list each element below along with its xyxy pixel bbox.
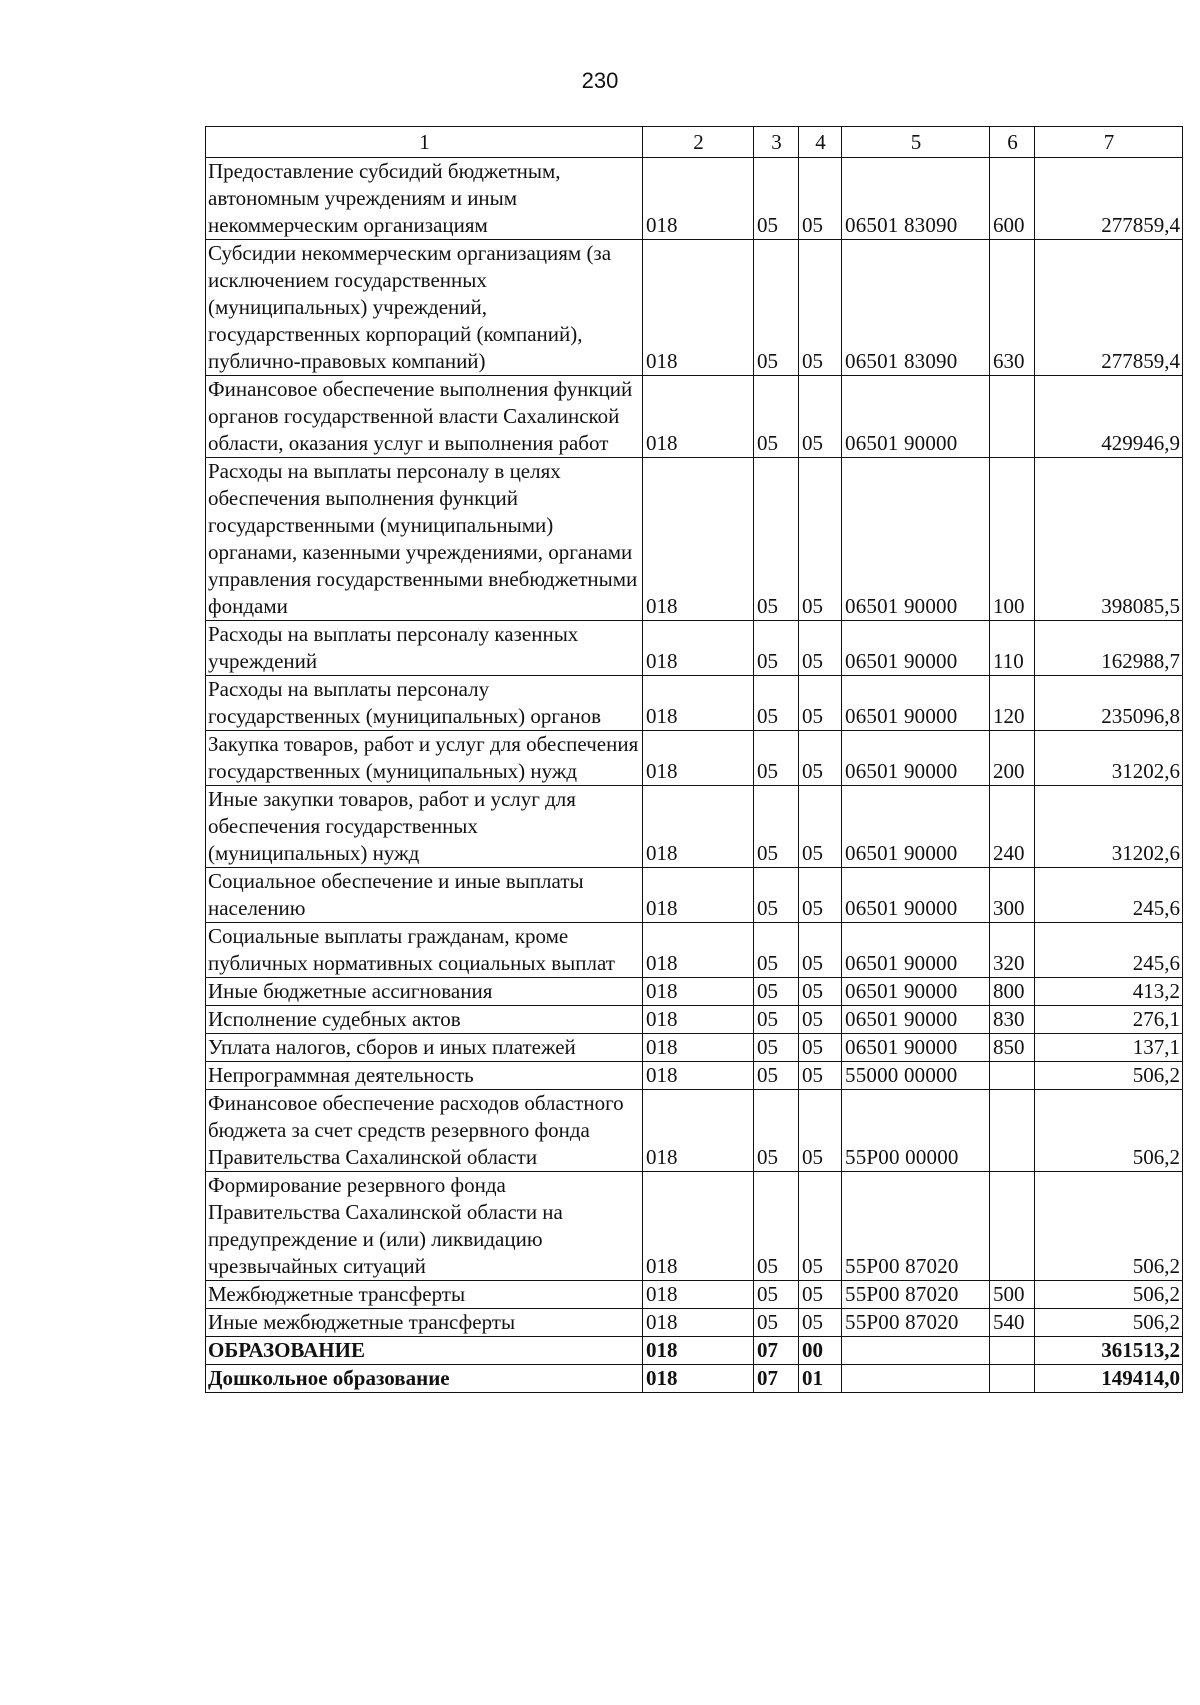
row-amount-cell: 413,2 xyxy=(1035,978,1183,1006)
row-name-cell: Социальные выплаты гражданам, кроме публичных нормативных социальных выплат xyxy=(206,923,643,978)
table-row xyxy=(206,1172,1183,1281)
row-ministry-code-cell: 018 xyxy=(643,786,754,868)
row-expense-type-cell: 110 xyxy=(990,621,1035,676)
row-subsection-code-cell: 00 xyxy=(799,1337,842,1365)
row-name-cell: Дошкольное образование xyxy=(206,1365,643,1393)
row-subsection-code-cell: 05 xyxy=(799,1006,842,1034)
row-ministry-code-cell: 018 xyxy=(643,1006,754,1034)
row-amount-cell: 149414,0 xyxy=(1035,1365,1183,1393)
row-amount-cell: 245,6 xyxy=(1035,868,1183,923)
row-amount-cell: 137,1 xyxy=(1035,1034,1183,1062)
row-name-cell: Иные бюджетные ассигнования xyxy=(206,978,643,1006)
row-expense-type-cell xyxy=(990,1062,1035,1090)
row-target-article-cell: 06501 83090 xyxy=(842,240,990,376)
row-ministry-code-cell: 018 xyxy=(643,1062,754,1090)
row-section-code-cell: 05 xyxy=(754,240,799,376)
row-amount-cell: 235096,8 xyxy=(1035,676,1183,731)
row-target-article-cell: 55000 00000 xyxy=(842,1062,990,1090)
row-section-code-cell: 05 xyxy=(754,376,799,458)
row-amount-cell: 31202,6 xyxy=(1035,786,1183,868)
row-target-article-cell: 55Р00 87020 xyxy=(842,1281,990,1309)
row-name-cell: Иные межбюджетные трансферты xyxy=(206,1309,643,1337)
row-expense-type-cell xyxy=(990,1172,1035,1281)
table-row xyxy=(206,1034,1183,1062)
row-ministry-code-cell: 018 xyxy=(643,1309,754,1337)
row-section-code-cell: 05 xyxy=(754,978,799,1006)
row-name-cell: Формирование резервного фонда Правительства Сахалинской области на предупреждение и (или) ликвидацию чрезвычайных ситуаций xyxy=(206,1172,643,1281)
row-name-cell: Социальное обеспечение и иные выплаты населению xyxy=(206,868,643,923)
row-target-article-cell xyxy=(842,1365,990,1393)
row-name-cell: Предоставление субсидий бюджетным, автономным учреждениям и иным некоммерческим организациям xyxy=(206,158,643,240)
table-row xyxy=(206,923,1183,978)
row-expense-type-cell xyxy=(990,1090,1035,1172)
table-row xyxy=(206,458,1183,621)
row-expense-type-cell xyxy=(990,1365,1035,1393)
row-section-code-cell: 07 xyxy=(754,1365,799,1393)
row-name-cell: Иные закупки товаров, работ и услуг для обеспечения государственных (муниципальных) нужд xyxy=(206,786,643,868)
row-expense-type-cell: 630 xyxy=(990,240,1035,376)
row-name-cell: Финансовое обеспечение расходов областного бюджета за счет средств резервного фонда Правительства Сахалинской области xyxy=(206,1090,643,1172)
row-expense-type-cell: 850 xyxy=(990,1034,1035,1062)
row-amount-cell: 429946,9 xyxy=(1035,376,1183,458)
row-section-code-cell: 05 xyxy=(754,1062,799,1090)
row-expense-type-cell: 600 xyxy=(990,158,1035,240)
header-col-6: 6 xyxy=(990,127,1035,158)
row-subsection-code-cell: 05 xyxy=(799,1172,842,1281)
row-amount-cell: 361513,2 xyxy=(1035,1337,1183,1365)
row-amount-cell: 277859,4 xyxy=(1035,158,1183,240)
table-row xyxy=(206,1006,1183,1034)
row-name-cell: Межбюджетные трансферты xyxy=(206,1281,643,1309)
row-target-article-cell xyxy=(842,1337,990,1365)
row-name-cell: Уплата налогов, сборов и иных платежей xyxy=(206,1034,643,1062)
row-amount-cell: 162988,7 xyxy=(1035,621,1183,676)
table-row xyxy=(206,621,1183,676)
row-ministry-code-cell: 018 xyxy=(643,240,754,376)
row-amount-cell: 506,2 xyxy=(1035,1309,1183,1337)
row-target-article-cell: 06501 90000 xyxy=(842,923,990,978)
header-col-4: 4 xyxy=(799,127,842,158)
row-subsection-code-cell: 05 xyxy=(799,376,842,458)
row-expense-type-cell: 240 xyxy=(990,786,1035,868)
table-row xyxy=(206,1281,1183,1309)
row-name-cell: Исполнение судебных актов xyxy=(206,1006,643,1034)
row-target-article-cell: 06501 90000 xyxy=(842,868,990,923)
header-col-3: 3 xyxy=(754,127,799,158)
row-section-code-cell: 05 xyxy=(754,676,799,731)
row-subsection-code-cell: 05 xyxy=(799,240,842,376)
row-subsection-code-cell: 05 xyxy=(799,158,842,240)
row-amount-cell: 506,2 xyxy=(1035,1062,1183,1090)
row-amount-cell: 398085,5 xyxy=(1035,458,1183,621)
row-ministry-code-cell: 018 xyxy=(643,1034,754,1062)
row-ministry-code-cell: 018 xyxy=(643,621,754,676)
row-subsection-code-cell: 05 xyxy=(799,1281,842,1309)
row-ministry-code-cell: 018 xyxy=(643,978,754,1006)
row-expense-type-cell: 100 xyxy=(990,458,1035,621)
table-row xyxy=(206,1062,1183,1090)
row-subsection-code-cell: 05 xyxy=(799,1034,842,1062)
table-row xyxy=(206,1337,1183,1365)
table-body xyxy=(206,158,1183,1393)
row-ministry-code-cell: 018 xyxy=(643,1281,754,1309)
row-subsection-code-cell: 05 xyxy=(799,458,842,621)
row-target-article-cell: 06501 90000 xyxy=(842,786,990,868)
row-name-cell: Закупка товаров, работ и услуг для обеспечения государственных (муниципальных) нужд xyxy=(206,731,643,786)
row-amount-cell: 245,6 xyxy=(1035,923,1183,978)
row-amount-cell: 276,1 xyxy=(1035,1006,1183,1034)
table-row xyxy=(206,240,1183,376)
table-header-row xyxy=(206,127,1183,158)
budget-table xyxy=(205,126,1183,1393)
table-row xyxy=(206,676,1183,731)
row-target-article-cell: 06501 90000 xyxy=(842,458,990,621)
row-subsection-code-cell: 05 xyxy=(799,621,842,676)
row-expense-type-cell: 500 xyxy=(990,1281,1035,1309)
row-section-code-cell: 05 xyxy=(754,458,799,621)
row-expense-type-cell: 540 xyxy=(990,1309,1035,1337)
row-name-cell: Расходы на выплаты персоналу в целях обеспечения выполнения функций государственными (муниципальными) органами, казенными учреждениями, органами управления государственными внебюджетными фондами xyxy=(206,458,643,621)
row-expense-type-cell: 120 xyxy=(990,676,1035,731)
row-expense-type-cell: 200 xyxy=(990,731,1035,786)
row-name-cell: Расходы на выплаты персоналу казенных учреждений xyxy=(206,621,643,676)
row-expense-type-cell: 830 xyxy=(990,1006,1035,1034)
row-expense-type-cell: 320 xyxy=(990,923,1035,978)
row-section-code-cell: 05 xyxy=(754,1034,799,1062)
row-subsection-code-cell: 05 xyxy=(799,731,842,786)
row-target-article-cell: 06501 90000 xyxy=(842,731,990,786)
row-target-article-cell: 06501 90000 xyxy=(842,1006,990,1034)
row-section-code-cell: 05 xyxy=(754,1309,799,1337)
table-row xyxy=(206,731,1183,786)
row-subsection-code-cell: 05 xyxy=(799,868,842,923)
header-col-7: 7 xyxy=(1035,127,1183,158)
row-section-code-cell: 05 xyxy=(754,621,799,676)
row-subsection-code-cell: 05 xyxy=(799,1062,842,1090)
row-section-code-cell: 05 xyxy=(754,923,799,978)
row-target-article-cell: 06501 83090 xyxy=(842,158,990,240)
table-row xyxy=(206,868,1183,923)
row-name-cell: Непрограммная деятельность xyxy=(206,1062,643,1090)
row-section-code-cell: 05 xyxy=(754,1090,799,1172)
table-row xyxy=(206,786,1183,868)
row-subsection-code-cell: 01 xyxy=(799,1365,842,1393)
header-col-5: 5 xyxy=(842,127,990,158)
row-expense-type-cell: 300 xyxy=(990,868,1035,923)
row-expense-type-cell xyxy=(990,1337,1035,1365)
row-name-cell: Расходы на выплаты персоналу государственных (муниципальных) органов xyxy=(206,676,643,731)
header-col-1: 1 xyxy=(206,127,643,158)
page-number: 230 xyxy=(581,68,619,93)
row-ministry-code-cell: 018 xyxy=(643,868,754,923)
row-section-code-cell: 07 xyxy=(754,1337,799,1365)
row-subsection-code-cell: 05 xyxy=(799,786,842,868)
row-ministry-code-cell: 018 xyxy=(643,1337,754,1365)
row-section-code-cell: 05 xyxy=(754,786,799,868)
row-name-cell: Финансовое обеспечение выполнения функций органов государственной власти Сахалинской области, оказания услуг и выполнения работ xyxy=(206,376,643,458)
table-row xyxy=(206,1365,1183,1393)
row-ministry-code-cell: 018 xyxy=(643,923,754,978)
row-subsection-code-cell: 05 xyxy=(799,1090,842,1172)
row-subsection-code-cell: 05 xyxy=(799,923,842,978)
row-amount-cell: 506,2 xyxy=(1035,1090,1183,1172)
row-target-article-cell: 55Р00 87020 xyxy=(842,1309,990,1337)
row-ministry-code-cell: 018 xyxy=(643,376,754,458)
row-target-article-cell: 55Р00 87020 xyxy=(842,1172,990,1281)
row-ministry-code-cell: 018 xyxy=(643,158,754,240)
row-ministry-code-cell: 018 xyxy=(643,1365,754,1393)
row-section-code-cell: 05 xyxy=(754,1281,799,1309)
row-amount-cell: 31202,6 xyxy=(1035,731,1183,786)
row-section-code-cell: 05 xyxy=(754,868,799,923)
row-ministry-code-cell: 018 xyxy=(643,1090,754,1172)
row-ministry-code-cell: 018 xyxy=(643,1172,754,1281)
row-name-cell: ОБРАЗОВАНИЕ xyxy=(206,1337,643,1365)
row-subsection-code-cell: 05 xyxy=(799,978,842,1006)
table-row xyxy=(206,1309,1183,1337)
table-row xyxy=(206,1090,1183,1172)
row-amount-cell: 506,2 xyxy=(1035,1281,1183,1309)
row-target-article-cell: 06501 90000 xyxy=(842,376,990,458)
row-section-code-cell: 05 xyxy=(754,1006,799,1034)
row-section-code-cell: 05 xyxy=(754,1172,799,1281)
row-subsection-code-cell: 05 xyxy=(799,676,842,731)
row-section-code-cell: 05 xyxy=(754,731,799,786)
row-ministry-code-cell: 018 xyxy=(643,676,754,731)
row-target-article-cell: 06501 90000 xyxy=(842,621,990,676)
row-ministry-code-cell: 018 xyxy=(643,731,754,786)
row-subsection-code-cell: 05 xyxy=(799,1309,842,1337)
row-target-article-cell: 55Р00 00000 xyxy=(842,1090,990,1172)
row-target-article-cell: 06501 90000 xyxy=(842,978,990,1006)
row-section-code-cell: 05 xyxy=(754,158,799,240)
row-ministry-code-cell: 018 xyxy=(643,458,754,621)
table-row xyxy=(206,158,1183,240)
row-expense-type-cell xyxy=(990,376,1035,458)
row-name-cell: Субсидии некоммерческим организациям (за исключением государственных (муниципальных) учреждений, государственных корпораций (компаний), публично-правовых компаний) xyxy=(206,240,643,376)
header-col-2: 2 xyxy=(643,127,754,158)
row-amount-cell: 506,2 xyxy=(1035,1172,1183,1281)
row-target-article-cell: 06501 90000 xyxy=(842,676,990,731)
row-expense-type-cell: 800 xyxy=(990,978,1035,1006)
row-target-article-cell: 06501 90000 xyxy=(842,1034,990,1062)
table-row xyxy=(206,978,1183,1006)
table-row xyxy=(206,376,1183,458)
row-amount-cell: 277859,4 xyxy=(1035,240,1183,376)
